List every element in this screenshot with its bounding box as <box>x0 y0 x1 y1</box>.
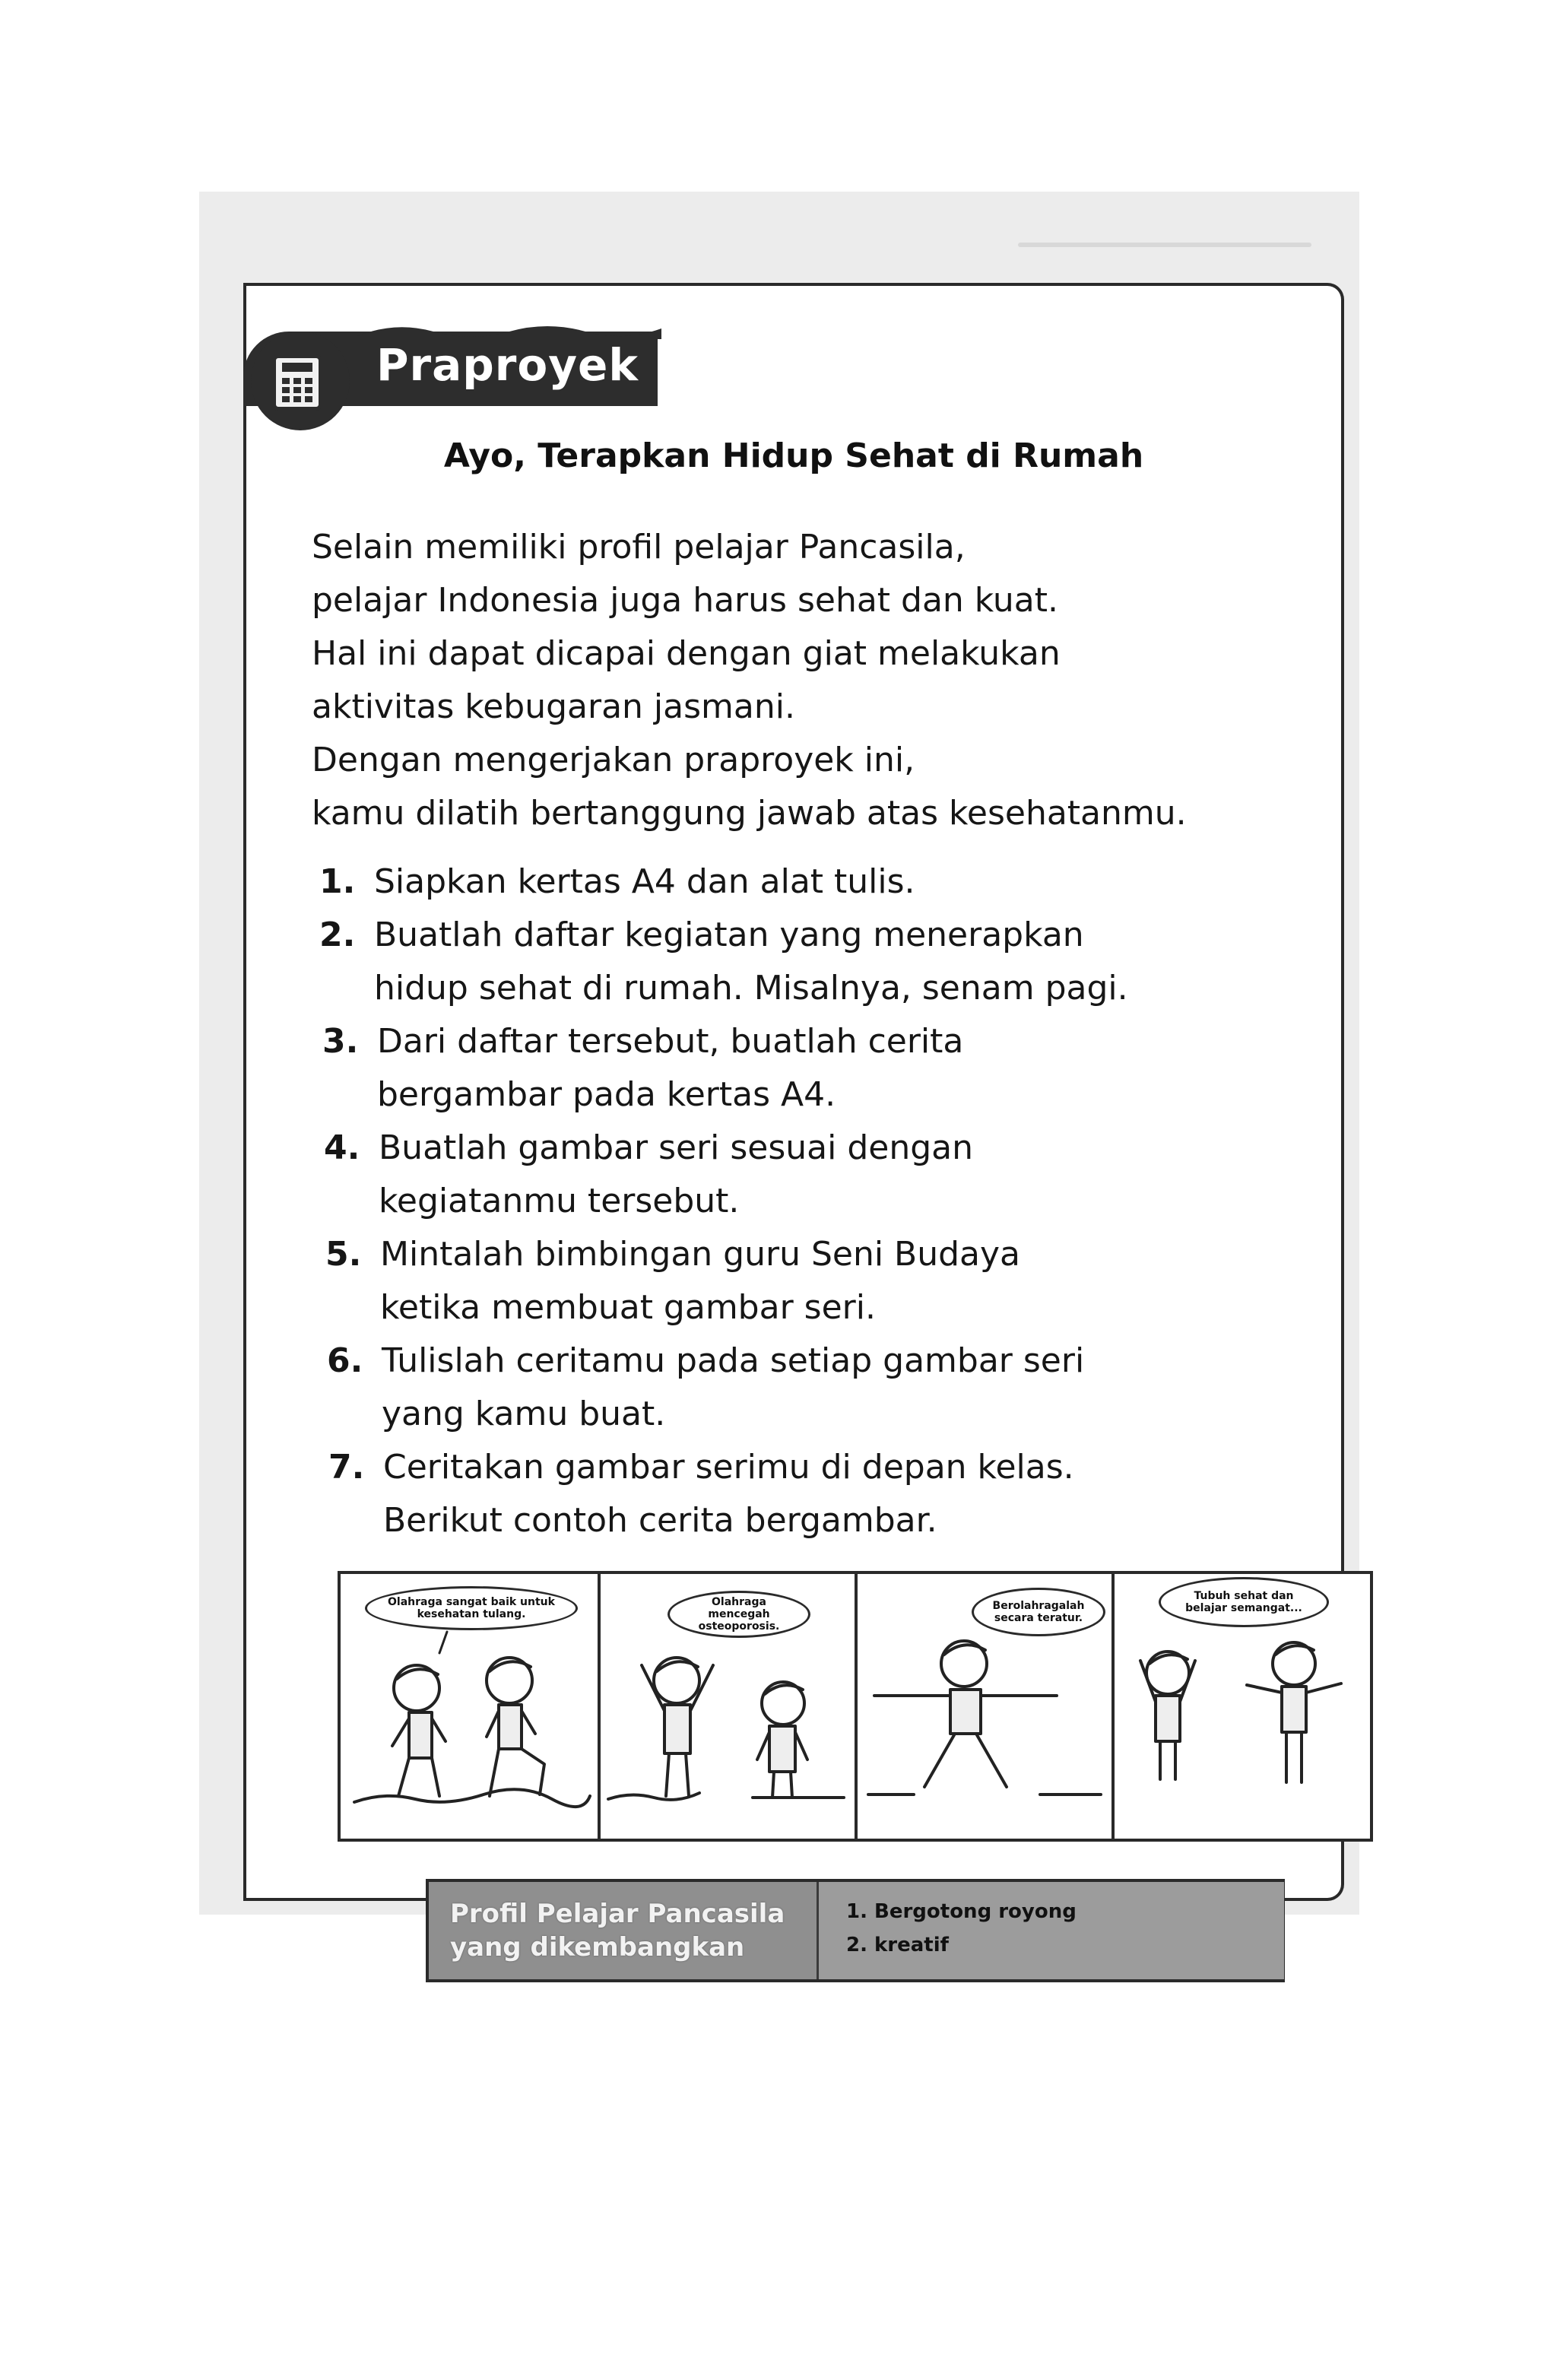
step-text: Dari daftar tersebut, buatlah cerita <box>377 1022 964 1061</box>
profile-value: 2. kreatif <box>846 1934 949 1956</box>
profile-label <box>450 1897 785 1964</box>
step-text-continued: bergambar pada kertas A4. <box>377 1075 836 1114</box>
intro-line: aktivitas kebugaran jasmani. <box>312 687 795 726</box>
step-text: Buatlah daftar kegiatan yang menerapkan <box>374 916 1084 954</box>
boy-stretching-illustration <box>858 1574 1115 1840</box>
step-text: Tulislah ceritamu pada setiap gambar seri <box>382 1341 1085 1380</box>
profile-label-line: Profil Pelajar Pancasila <box>450 1899 785 1929</box>
step-text: Buatlah gambar seri sesuai dengan <box>379 1128 974 1167</box>
header-badge-label: Praproyek <box>376 339 639 391</box>
profile-value: 1. Bergotong royong <box>846 1900 1077 1923</box>
speech-bubble: Berolahragalah secara teratur. <box>972 1588 1105 1636</box>
boys-exercising-illustration <box>341 1574 601 1840</box>
calculator-icon <box>272 354 322 411</box>
profile-label-line: yang dikembangkan <box>450 1932 745 1963</box>
card-left-edge <box>243 286 246 1898</box>
step-number: 2. <box>319 916 356 954</box>
step-number: 7. <box>328 1448 365 1487</box>
header-wave-decoration <box>357 321 661 339</box>
comic-panel <box>858 1574 1115 1839</box>
step-number: 4. <box>324 1128 360 1167</box>
scanned-page <box>199 192 1359 1963</box>
step-text-continued: Berikut contoh cerita bergambar. <box>383 1501 937 1540</box>
step-number: 5. <box>325 1235 362 1274</box>
boys-exercising-illustration <box>1115 1574 1370 1840</box>
step-number: 1. <box>319 862 356 901</box>
step-item <box>325 1235 1020 1274</box>
comic-panel <box>601 1574 858 1839</box>
speech-bubble: Tubuh sehat dan belajar semangat... <box>1159 1577 1329 1627</box>
section-title: Ayo, Terapkan Hidup Sehat di Rumah <box>443 436 1144 475</box>
step-item <box>327 1341 1084 1380</box>
intro-line: Hal ini dapat dicapai dengan giat melakukan <box>312 634 1061 673</box>
step-number: 6. <box>327 1341 363 1380</box>
praproyek-card <box>243 283 1344 1963</box>
step-number: 3. <box>322 1022 359 1061</box>
profile-box <box>426 1879 1285 1982</box>
step-item <box>319 916 1084 954</box>
step-item <box>322 1022 963 1061</box>
step-text-continued: ketika membuat gambar seri. <box>380 1288 876 1327</box>
intro-line: Selain memiliki profil pelajar Pancasila, <box>312 528 966 566</box>
step-text: Ceritakan gambar serimu di depan kelas. <box>383 1448 1074 1487</box>
profile-values <box>817 1882 1284 1979</box>
step-text-continued: yang kamu buat. <box>382 1395 666 1433</box>
step-item <box>328 1448 1074 1487</box>
step-text-continued: kegiatanmu tersebut. <box>379 1182 740 1220</box>
step-text: Mintalah bimbingan guru Seni Budaya <box>380 1235 1021 1274</box>
comic-panel <box>341 1574 601 1839</box>
intro-line: kamu dilatih bertanggung jawab atas kesehatanmu. <box>312 794 1187 833</box>
speech-bubble: Olahraga sangat baik untuk kesehatan tulang. <box>365 1586 578 1630</box>
comic-panel <box>1115 1574 1370 1839</box>
step-text-continued: hidup sehat di rumah. Misalnya, senam pagi. <box>374 969 1128 1008</box>
intro-line: Dengan mengerjakan praproyek ini, <box>312 741 915 779</box>
step-item <box>319 862 915 901</box>
step-text: Siapkan kertas A4 dan alat tulis. <box>374 862 915 901</box>
boys-exercising-illustration <box>601 1574 858 1840</box>
intro-line: pelajar Indonesia juga harus sehat dan kuat. <box>312 581 1059 620</box>
speech-bubble: Olahraga mencegah osteoporosis. <box>668 1591 810 1638</box>
step-item <box>324 1128 973 1167</box>
comic-strip <box>338 1571 1373 1842</box>
